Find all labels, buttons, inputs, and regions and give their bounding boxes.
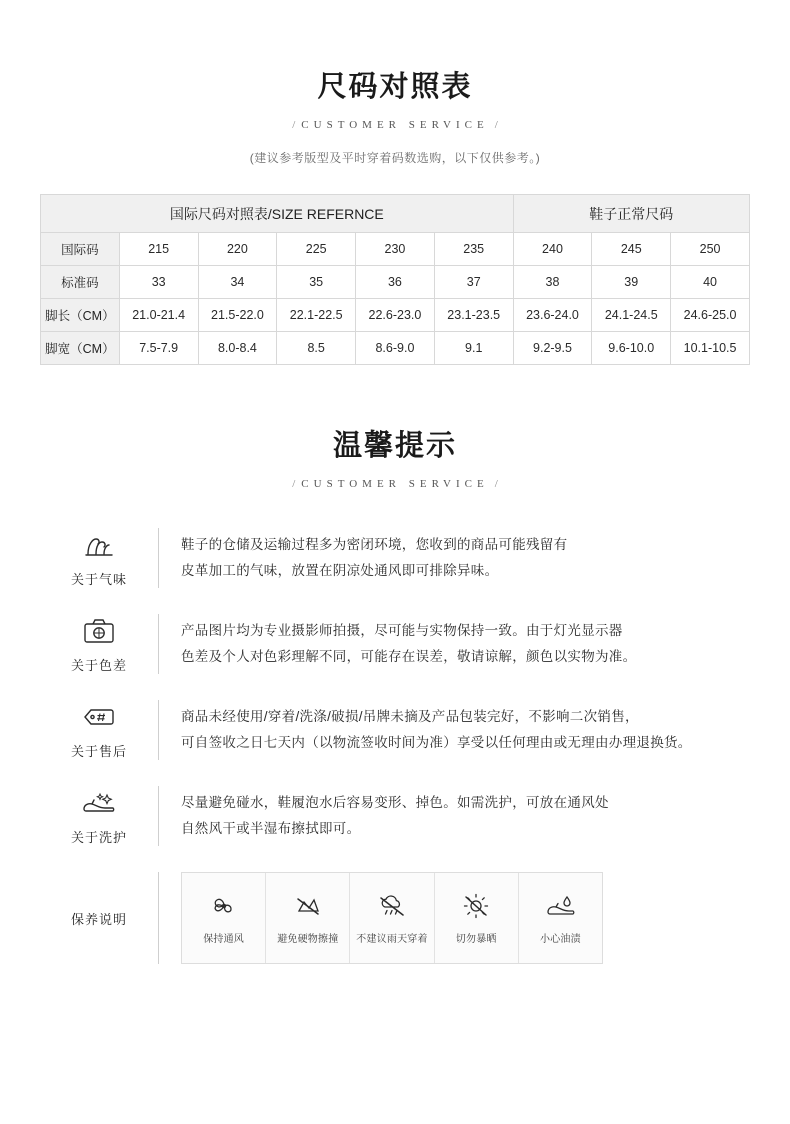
care-text: 保持通风 xyxy=(203,933,244,945)
size-table xyxy=(40,194,750,365)
table-cell: 22.6-23.0 xyxy=(356,299,435,332)
size-table-wrapper xyxy=(40,194,750,365)
care-cell-no-scratch xyxy=(266,873,350,963)
tip-line: 可自签收之日七天内（以物流签收时间为准）享受以任何理由或无理由办理退换货。 xyxy=(181,735,692,750)
tip-label: 关于气味 xyxy=(70,572,127,587)
care-cell-no-sun xyxy=(435,873,519,963)
tip-label: 关于售后 xyxy=(70,744,127,759)
tip-line: 皮革加工的气味，放置在阴凉处通风即可排除异味。 xyxy=(181,563,499,578)
tip-icon-col xyxy=(40,528,158,588)
table-cell: 215 xyxy=(119,233,198,266)
tip-icon-col xyxy=(40,786,158,846)
smell-icon xyxy=(79,528,119,562)
tip-item-color xyxy=(40,614,750,674)
table-cell: 235 xyxy=(434,233,513,266)
tip-label: 关于色差 xyxy=(70,658,127,673)
table-row xyxy=(41,266,750,299)
tip-line: 产品图片均为专业摄影师拍摄，尽可能与实物保持一致。由于灯光显示器 xyxy=(181,623,623,638)
table-row xyxy=(41,233,750,266)
care-cell-ventilation xyxy=(182,873,266,963)
table-header-left: 国际尺码对照表/SIZE REFERNCE xyxy=(41,195,514,233)
no-sun-icon xyxy=(461,892,491,922)
table-cell: 250 xyxy=(671,233,750,266)
size-section-subtitle xyxy=(0,119,790,131)
table-row xyxy=(41,332,750,365)
row-label: 脚长（CM） xyxy=(41,299,120,332)
no-rain-icon xyxy=(376,892,408,922)
tip-line: 鞋子的仓储及运输过程多为密闭环境，您收到的商品可能残留有 xyxy=(181,537,568,552)
tip-label: 关于洗护 xyxy=(70,830,127,845)
table-cell: 9.6-10.0 xyxy=(592,332,671,365)
tip-item-wash xyxy=(40,786,750,846)
size-section-header xyxy=(0,0,790,166)
tips-subtitle-text: CUSTOMER SERVICE xyxy=(301,478,489,490)
tip-icon-col xyxy=(40,614,158,674)
size-table-head xyxy=(41,195,750,233)
table-cell: 9.1 xyxy=(434,332,513,365)
row-label: 脚宽（CM） xyxy=(41,332,120,365)
table-cell: 24.6-25.0 xyxy=(671,299,750,332)
tip-icon-col xyxy=(40,700,158,760)
table-cell: 8.0-8.4 xyxy=(198,332,277,365)
tips-list xyxy=(40,528,750,964)
table-cell: 9.2-9.5 xyxy=(513,332,592,365)
table-cell: 230 xyxy=(356,233,435,266)
table-cell: 39 xyxy=(592,266,671,299)
slash-left: / xyxy=(292,119,296,131)
table-cell: 8.6-9.0 xyxy=(356,332,435,365)
table-cell: 21.0-21.4 xyxy=(119,299,198,332)
slash-left: / xyxy=(292,478,296,490)
table-cell: 8.5 xyxy=(277,332,356,365)
size-table-body xyxy=(41,233,750,365)
table-cell: 22.1-22.5 xyxy=(277,299,356,332)
page-title: 尺码对照表 xyxy=(317,71,473,103)
table-cell: 35 xyxy=(277,266,356,299)
tips-section-header xyxy=(0,423,790,490)
tip-body xyxy=(158,528,750,588)
care-panel-col xyxy=(158,872,750,964)
table-cell: 33 xyxy=(119,266,198,299)
tip-line: 商品未经使用/穿着/洗涤/破损/吊牌未摘及产品包装完好，不影响二次销售， xyxy=(181,709,639,724)
oil-stain-icon xyxy=(544,892,576,922)
tip-line: 尽量避免碰水，鞋履泡水后容易变形、掉色。如需洗护，可放在通风处 xyxy=(181,795,609,810)
table-cell: 21.5-22.0 xyxy=(198,299,277,332)
table-cell: 240 xyxy=(513,233,592,266)
table-row xyxy=(41,299,750,332)
care-text: 不建议雨天穿着 xyxy=(356,933,428,945)
care-text: 小心油渍 xyxy=(540,933,581,945)
care-instructions-row xyxy=(40,872,750,964)
table-cell: 36 xyxy=(356,266,435,299)
tip-item-smell xyxy=(40,528,750,588)
size-subtitle-text: CUSTOMER SERVICE xyxy=(301,119,489,131)
slash-right: / xyxy=(494,119,498,131)
care-label: 保养说明 xyxy=(70,911,127,927)
care-label-col xyxy=(40,872,158,964)
table-cell: 7.5-7.9 xyxy=(119,332,198,365)
table-cell: 38 xyxy=(513,266,592,299)
table-header-row xyxy=(41,195,750,233)
tips-title: 温馨提示 xyxy=(332,430,457,462)
care-text: 切勿暴晒 xyxy=(455,933,497,945)
table-cell: 40 xyxy=(671,266,750,299)
table-cell: 10.1-10.5 xyxy=(671,332,750,365)
table-cell: 37 xyxy=(434,266,513,299)
table-cell: 34 xyxy=(198,266,277,299)
table-header-right: 鞋子正常尺码 xyxy=(513,195,749,233)
tip-line: 自然风干或半湿布擦拭即可。 xyxy=(181,821,361,836)
care-cell-oil-stain xyxy=(519,873,602,963)
table-cell: 24.1-24.5 xyxy=(592,299,671,332)
tip-line: 色差及个人对色彩理解不同，可能存在误差，敬请谅解，颜色以实物为准。 xyxy=(181,649,637,664)
table-cell: 23.1-23.5 xyxy=(434,299,513,332)
tip-body xyxy=(158,700,750,760)
table-cell: 220 xyxy=(198,233,277,266)
tip-body xyxy=(158,614,750,674)
table-cell: 23.6-24.0 xyxy=(513,299,592,332)
camera-icon xyxy=(79,614,119,648)
row-label: 标准码 xyxy=(41,266,120,299)
care-panel xyxy=(181,872,603,964)
care-text: 避免硬物擦撞 xyxy=(277,933,339,945)
no-scratch-icon xyxy=(293,892,323,922)
tip-body xyxy=(158,786,750,846)
table-cell: 225 xyxy=(277,233,356,266)
care-cell-no-rain xyxy=(350,873,434,963)
table-cell: 245 xyxy=(592,233,671,266)
wash-shoe-icon xyxy=(79,786,119,820)
slash-right: / xyxy=(494,478,498,490)
row-label: 国际码 xyxy=(41,233,120,266)
size-note: (建议参考版型及平时穿着码数选购，以下仅供参考。) xyxy=(249,151,541,165)
tip-item-aftersale xyxy=(40,700,750,760)
tips-section-subtitle xyxy=(0,478,790,490)
ventilation-icon xyxy=(209,892,239,922)
tag-icon xyxy=(79,700,119,734)
